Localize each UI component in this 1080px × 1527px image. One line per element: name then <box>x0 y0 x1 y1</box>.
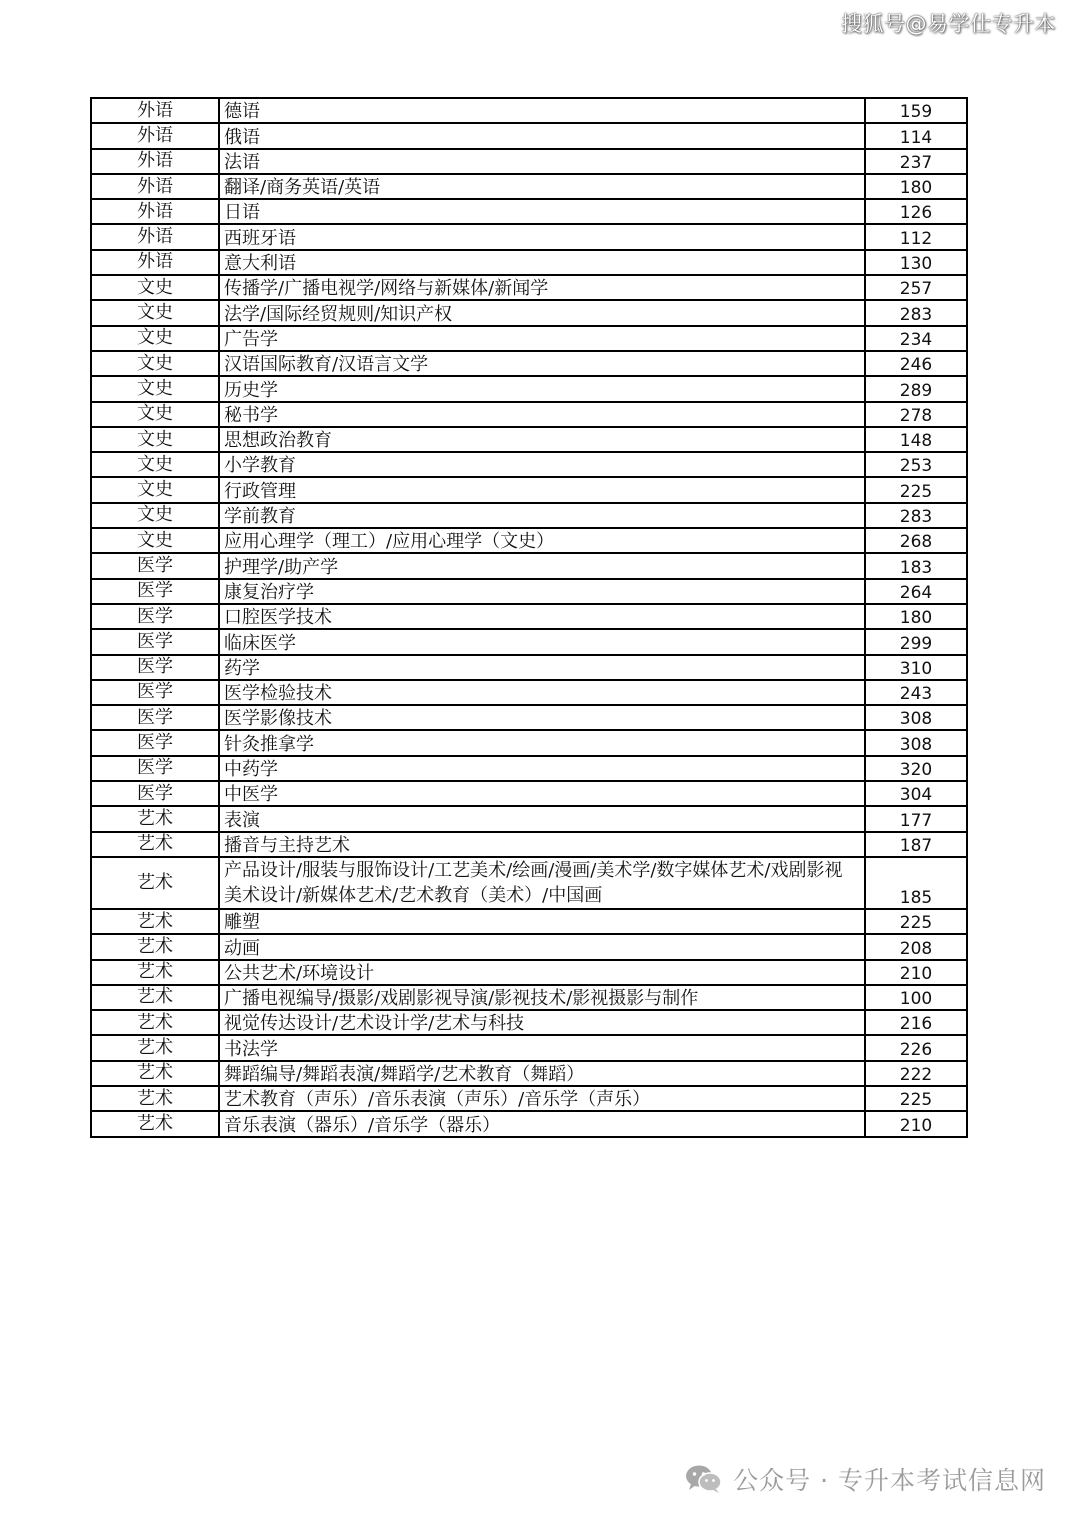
score-cell: 130 <box>865 250 967 275</box>
table-row <box>91 909 967 934</box>
table-row <box>91 1086 967 1111</box>
category-cell: 外语 <box>91 250 219 275</box>
score-cell: 253 <box>865 452 967 477</box>
score-cell: 308 <box>865 705 967 730</box>
score-cell: 112 <box>865 224 967 249</box>
major-cell: 思想政治教育 <box>219 427 865 452</box>
category-cell: 艺术 <box>91 857 219 909</box>
score-cell: 237 <box>865 149 967 174</box>
major-cell: 小学教育 <box>219 452 865 477</box>
major-cell: 康复治疗学 <box>219 579 865 604</box>
major-cell: 书法学 <box>219 1035 865 1060</box>
score-cell: 148 <box>865 427 967 452</box>
major-cell: 舞蹈编导/舞蹈表演/舞蹈学/艺术教育（舞蹈） <box>219 1061 865 1086</box>
table-row <box>91 326 967 351</box>
table-row <box>91 985 967 1010</box>
score-cell: 185 <box>865 857 967 909</box>
table-row <box>91 960 967 985</box>
major-cell: 音乐表演（器乐）/音乐学（器乐） <box>219 1111 865 1136</box>
category-cell: 医学 <box>91 680 219 705</box>
category-cell: 外语 <box>91 174 219 199</box>
category-cell: 文史 <box>91 275 219 300</box>
table-row <box>91 402 967 427</box>
category-cell: 文史 <box>91 402 219 427</box>
major-cell: 中药学 <box>219 756 865 781</box>
major-cell: 历史学 <box>219 376 865 401</box>
major-cell: 传播学/广播电视学/网络与新媒体/新闻学 <box>219 275 865 300</box>
table-row <box>91 1010 967 1035</box>
table-row <box>91 224 967 249</box>
table-row <box>91 503 967 528</box>
score-cell: 264 <box>865 579 967 604</box>
score-cell: 320 <box>865 756 967 781</box>
table-row <box>91 300 967 325</box>
table-row <box>91 174 967 199</box>
table-row <box>91 579 967 604</box>
table-row <box>91 730 967 755</box>
category-cell: 艺术 <box>91 1111 219 1136</box>
table-row <box>91 149 967 174</box>
category-cell: 艺术 <box>91 985 219 1010</box>
table-row <box>91 655 967 680</box>
category-cell: 医学 <box>91 655 219 680</box>
score-table <box>90 97 968 1138</box>
major-cell: 应用心理学（理工）/应用心理学（文史） <box>219 528 865 553</box>
table-row <box>91 452 967 477</box>
major-cell: 日语 <box>219 199 865 224</box>
table-row <box>91 98 967 123</box>
score-cell: 278 <box>865 402 967 427</box>
table-row <box>91 806 967 831</box>
category-cell: 文史 <box>91 528 219 553</box>
category-cell: 外语 <box>91 98 219 123</box>
category-cell: 艺术 <box>91 1086 219 1111</box>
category-cell: 文史 <box>91 326 219 351</box>
footer-watermark <box>685 1461 1046 1497</box>
table-row <box>91 351 967 376</box>
major-cell: 德语 <box>219 98 865 123</box>
category-cell: 医学 <box>91 781 219 806</box>
table-row <box>91 604 967 629</box>
score-cell: 183 <box>865 553 967 578</box>
major-cell: 表演 <box>219 806 865 831</box>
score-cell: 177 <box>865 806 967 831</box>
score-cell: 257 <box>865 275 967 300</box>
score-cell: 114 <box>865 123 967 148</box>
category-cell: 艺术 <box>91 909 219 934</box>
score-cell: 159 <box>865 98 967 123</box>
score-cell: 299 <box>865 629 967 654</box>
category-cell: 文史 <box>91 376 219 401</box>
category-cell: 医学 <box>91 705 219 730</box>
category-cell: 文史 <box>91 452 219 477</box>
score-cell: 210 <box>865 1111 967 1136</box>
category-cell: 外语 <box>91 224 219 249</box>
score-cell: 126 <box>865 199 967 224</box>
category-cell: 外语 <box>91 149 219 174</box>
major-cell: 药学 <box>219 655 865 680</box>
category-cell: 文史 <box>91 503 219 528</box>
table-body <box>91 98 967 1137</box>
major-cell: 动画 <box>219 934 865 959</box>
score-cell: 283 <box>865 300 967 325</box>
score-cell: 308 <box>865 730 967 755</box>
score-cell: 310 <box>865 655 967 680</box>
score-cell: 289 <box>865 376 967 401</box>
table-row <box>91 123 967 148</box>
category-cell: 医学 <box>91 756 219 781</box>
major-cell: 雕塑 <box>219 909 865 934</box>
score-cell: 100 <box>865 985 967 1010</box>
category-cell: 艺术 <box>91 806 219 831</box>
score-cell: 180 <box>865 174 967 199</box>
table-row <box>91 832 967 857</box>
category-cell: 艺术 <box>91 832 219 857</box>
table-row <box>91 857 967 909</box>
score-cell: 225 <box>865 1086 967 1111</box>
score-cell: 234 <box>865 326 967 351</box>
category-cell: 艺术 <box>91 1010 219 1035</box>
table-row <box>91 275 967 300</box>
category-cell: 艺术 <box>91 1035 219 1060</box>
major-cell: 意大利语 <box>219 250 865 275</box>
table-row <box>91 1111 967 1136</box>
major-cell: 针灸推拿学 <box>219 730 865 755</box>
major-cell: 法语 <box>219 149 865 174</box>
score-cell: 222 <box>865 1061 967 1086</box>
table-row <box>91 680 967 705</box>
table-row <box>91 934 967 959</box>
score-cell: 268 <box>865 528 967 553</box>
score-cell: 187 <box>865 832 967 857</box>
watermark-top: 搜狐号@易学仕专升本 <box>841 12 1056 36</box>
major-cell: 西班牙语 <box>219 224 865 249</box>
wechat-icon <box>685 1464 723 1494</box>
table-row <box>91 1061 967 1086</box>
major-cell: 临床医学 <box>219 629 865 654</box>
category-cell: 外语 <box>91 199 219 224</box>
major-cell: 广告学 <box>219 326 865 351</box>
score-cell: 243 <box>865 680 967 705</box>
category-cell: 艺术 <box>91 960 219 985</box>
major-cell: 翻译/商务英语/英语 <box>219 174 865 199</box>
category-cell: 医学 <box>91 604 219 629</box>
score-cell: 225 <box>865 909 967 934</box>
score-cell: 304 <box>865 781 967 806</box>
major-cell: 法学/国际经贸规则/知识产权 <box>219 300 865 325</box>
table-row <box>91 629 967 654</box>
major-cell: 公共艺术/环境设计 <box>219 960 865 985</box>
score-cell: 226 <box>865 1035 967 1060</box>
table-row <box>91 477 967 502</box>
score-cell: 208 <box>865 934 967 959</box>
major-cell: 行政管理 <box>219 477 865 502</box>
footer-text: 公众号 · 专升本考试信息网 <box>733 1466 1046 1495</box>
major-cell: 护理学/助产学 <box>219 553 865 578</box>
score-cell: 225 <box>865 477 967 502</box>
category-cell: 文史 <box>91 351 219 376</box>
major-cell: 视觉传达设计/艺术设计学/艺术与科技 <box>219 1010 865 1035</box>
major-cell: 学前教育 <box>219 503 865 528</box>
category-cell: 外语 <box>91 123 219 148</box>
major-cell: 汉语国际教育/汉语言文学 <box>219 351 865 376</box>
table-row <box>91 376 967 401</box>
table-row <box>91 1035 967 1060</box>
table-row <box>91 427 967 452</box>
major-cell: 口腔医学技术 <box>219 604 865 629</box>
major-cell: 艺术教育（声乐）/音乐表演（声乐）/音乐学（声乐） <box>219 1086 865 1111</box>
category-cell: 医学 <box>91 629 219 654</box>
table-row <box>91 199 967 224</box>
category-cell: 文史 <box>91 300 219 325</box>
major-cell: 秘书学 <box>219 402 865 427</box>
category-cell: 医学 <box>91 730 219 755</box>
category-cell: 艺术 <box>91 1061 219 1086</box>
major-cell: 广播电视编导/摄影/戏剧影视导演/影视技术/影视摄影与制作 <box>219 985 865 1010</box>
category-cell: 文史 <box>91 427 219 452</box>
score-cell: 180 <box>865 604 967 629</box>
major-cell: 播音与主持艺术 <box>219 832 865 857</box>
major-cell: 医学影像技术 <box>219 705 865 730</box>
table-row <box>91 781 967 806</box>
category-cell: 文史 <box>91 477 219 502</box>
table-row <box>91 705 967 730</box>
score-cell: 216 <box>865 1010 967 1035</box>
table-row <box>91 528 967 553</box>
table-row <box>91 756 967 781</box>
major-cell: 医学检验技术 <box>219 680 865 705</box>
score-cell: 210 <box>865 960 967 985</box>
major-cell: 俄语 <box>219 123 865 148</box>
score-cell: 283 <box>865 503 967 528</box>
category-cell: 医学 <box>91 579 219 604</box>
major-cell: 产品设计/服装与服饰设计/工艺美术/绘画/漫画/美术学/数字媒体艺术/戏剧影视美术设计/新媒体艺术/艺术教育（美术）/中国画 <box>219 857 865 909</box>
major-cell: 中医学 <box>219 781 865 806</box>
category-cell: 医学 <box>91 553 219 578</box>
table-row <box>91 250 967 275</box>
table-row <box>91 553 967 578</box>
category-cell: 艺术 <box>91 934 219 959</box>
score-cell: 246 <box>865 351 967 376</box>
